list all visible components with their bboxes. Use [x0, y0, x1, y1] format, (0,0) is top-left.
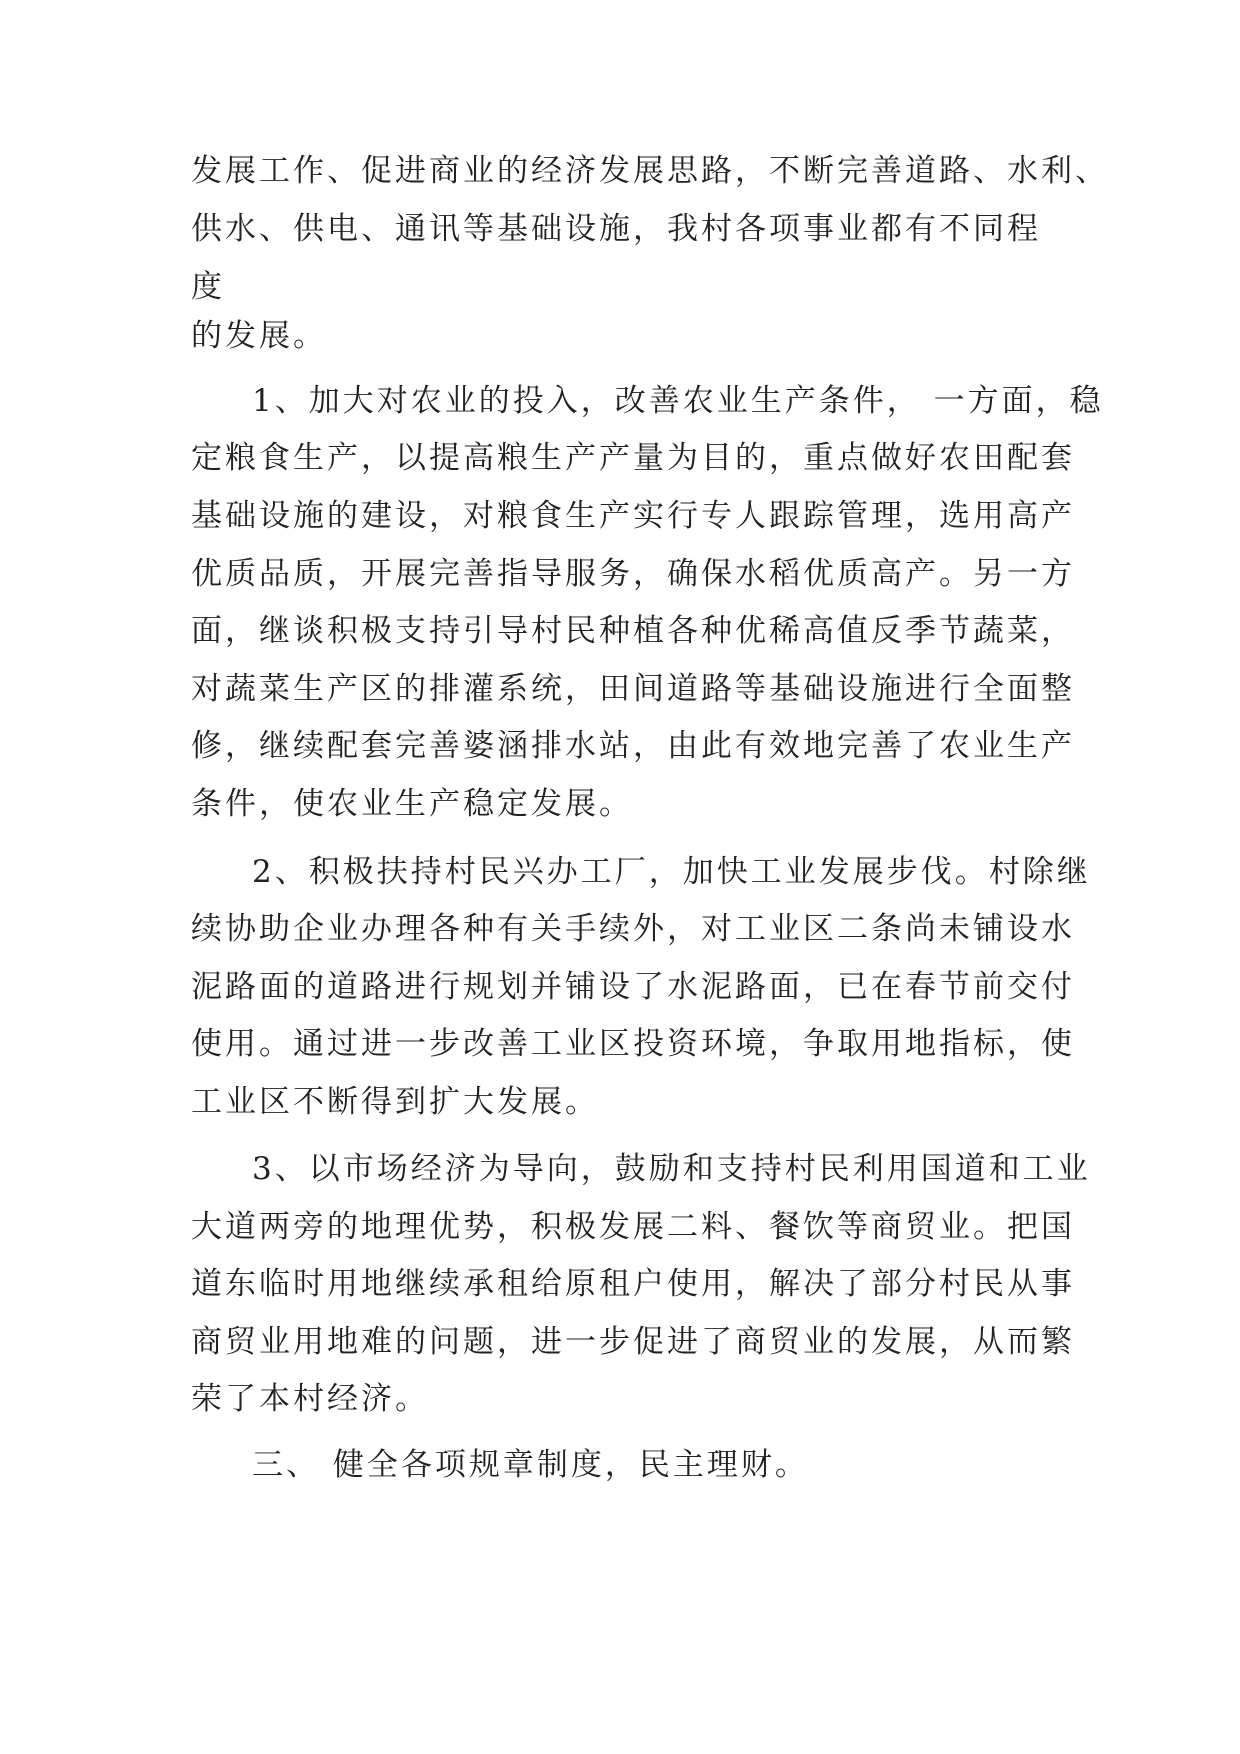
text-line: 对蔬菜生产区的排灌系统，田间道路等基础设施进行全面整 — [191, 671, 1075, 707]
text-line: 条件，使农业生产稳定发展。 — [191, 786, 633, 822]
text-line: 大道两旁的地理优势，积极发展二料、餐饮等商贸业。把国 — [191, 1209, 1075, 1245]
text-line: 1、加大对农业的投入，改善农业生产条件， 一方面，稳 — [252, 383, 1104, 419]
text-line: 续协助企业办理各种有关手续外，对工业区二条尚未铺设水 — [191, 911, 1075, 947]
text-line: 泥路面的道路进行规划并铺设了水泥路面，已在春节前交付 — [191, 969, 1075, 1005]
text-line: 工业区不断得到扩大发展。 — [191, 1084, 599, 1120]
text-line: 定粮食生产，以提高粮生产产量为目的，重点做好农田配套 — [191, 440, 1075, 476]
text-line: 发展工作、促进商业的经济发展思路，不断完善道路、水利、 — [191, 153, 1109, 189]
text-line: 使用。通过进一步改善工业区投资环境，争取用地指标，使 — [191, 1026, 1075, 1062]
text-line: 供水、供电、通讯等基础设施，我村各项事业都有不同程 — [191, 211, 1041, 247]
text-line: 3、以市场经济为导向，鼓励和支持村民利用国道和工业 — [252, 1151, 1091, 1187]
text-line: 修，继续配套完善婆涵排水站，由此有效地完善了农业生产 — [191, 728, 1075, 764]
text-line: 2、积极扶持村民兴办工厂，加快工业发展步伐。村除继 — [252, 854, 1091, 890]
text-line: 道东临时用地继续承租给原租户使用，解决了部分村民从事 — [191, 1266, 1075, 1302]
section-heading: 三、 健全各项规章制度，民主理财。 — [252, 1447, 809, 1483]
text-line: 荣了本村经济。 — [191, 1381, 429, 1417]
text-line: 度 — [191, 269, 225, 305]
text-line: 的发展。 — [191, 318, 327, 354]
text-line: 优质品质，开展完善指导服务，确保水稻优质高产。另一方 — [191, 556, 1075, 592]
text-line: 面，继谈积极支持引导村民种植各种优稀高值反季节蔬菜， — [191, 613, 1075, 649]
text-line: 商贸业用地难的问题，进一步促进了商贸业的发展，从而繁 — [191, 1324, 1075, 1360]
text-line: 基础设施的建设，对粮食生产实行专人跟踪管理，选用高产 — [191, 498, 1075, 534]
